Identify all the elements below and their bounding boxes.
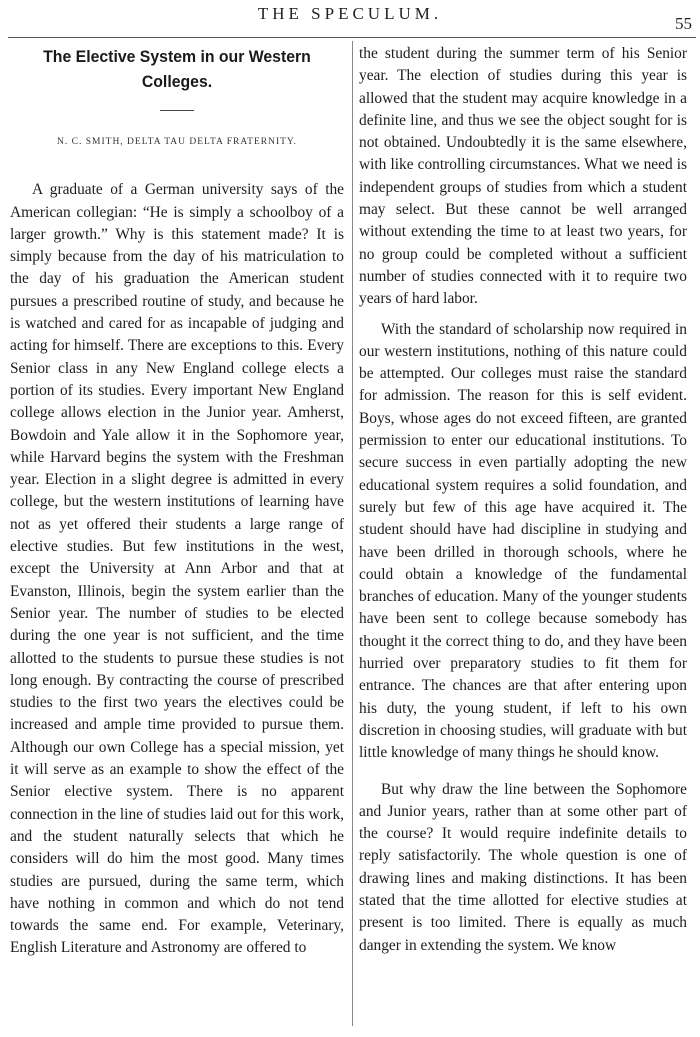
title-rule — [160, 110, 194, 111]
left-column — [10, 44, 344, 960]
byline: N. C. SMITH, DELTA TAU DELTA FRATERNITY. — [57, 137, 297, 147]
column-divider — [352, 41, 353, 1026]
right-column — [359, 43, 687, 957]
header-rule — [8, 37, 696, 38]
paragraph: A graduate of a German university says of the American collegian: “He is simply a schoolboy of a larger growth.” Why is this statement made? It is simply because from the day of his matriculation to the day of his graduation the American student pursues a prescribed routine of study, and because he is watched and cared for as incapable of judging and acting for himself. There are exceptions to this. Every Senior class in any New England college elects a portion of its studies. Every important New England college allows election in the Junior year. Amherst, Bowdoin and Yale allow it in the Sophomore year, while Harvard begins the system with the Freshman year. Election in a slight degree is admitted in every college, but the western institutions of learning have not as yet offered their students a large range of elective studies. But few institutions in the west, except the University at Ann Arbor and that at Evanston, Illinois, begin the system earlier than the Senior year. The number of studies to be elected during the one year is not sufficient, and the time allotted to the students to pursue these studies is not long enough. By contracting the course of prescribed studies to the first two years the electives could be increased and ample time provided to pursue them. Although our own College has a special mission, yet it will serve as an example to show the effect of the Senior elective system. There is no apparent connection in the line of studies laid out for this work, and the student naturally selects that which he considers will do him the most good. Many times studies are pursued, during the same term, which have nothing in common and which do not tend towards the same end. For example, Veterinary, English Literature and Astronomy are offered to — [10, 181, 344, 957]
page-number: 55 — [675, 14, 692, 33]
article-title: The Elective System in our Western Colleges. — [43, 47, 311, 91]
running-head-title: THE SPECULUM. — [257, 4, 443, 23]
paragraph: With the standard of scholarship now required in our western institutions, nothing of this nature could be attempted. Our colleges must raise the standard for admission. The reason for this is self evident. Boys, whose ages do not exceed fifteen, are granted permission to enter our educational institutions. To secure success in even partially adopting the new educational system requires a solid foundation, and surely but few of this age have acquired it. The student should have had discipline in studying and have been drilled in thorough schools, where he could obtain a knowledge of the fundamental branches of education. Many of the younger students have been sent to college because somebody has thought it the correct thing to do, and they have been hurried over preparatory studies to fit them for entrance. The chances are that after entering upon his duty, the young student, if left to his own discretion in choosing studies, will graduate with but little knowledge of many things he should know. — [359, 320, 687, 762]
paragraph: But why draw the line between the Sophomore and Junior years, rather than at some other part of the course? It would require indefinite details to reply satisfactorily. The whole question is one of drawing lines and making distinctions. It has been stated that the time allotted for elective studies at present is too limited. There is equally as much danger in extending the system. We know — [359, 780, 687, 954]
paragraph: the student during the summer term of his Senior year. The election of studies during this year is allowed that the student may acquire knowledge in a definite line, and thus we see the object sought for is not obtained. Undoubtedly it is the same elsewhere, with like controlling circumstances. What we need is independent groups of studies from which a student may select. But these cannot be well arranged without extending the time to at least two years, for no group could be completed without a sufficient number of studies connected with it to require two years of hard labor. — [359, 45, 687, 308]
